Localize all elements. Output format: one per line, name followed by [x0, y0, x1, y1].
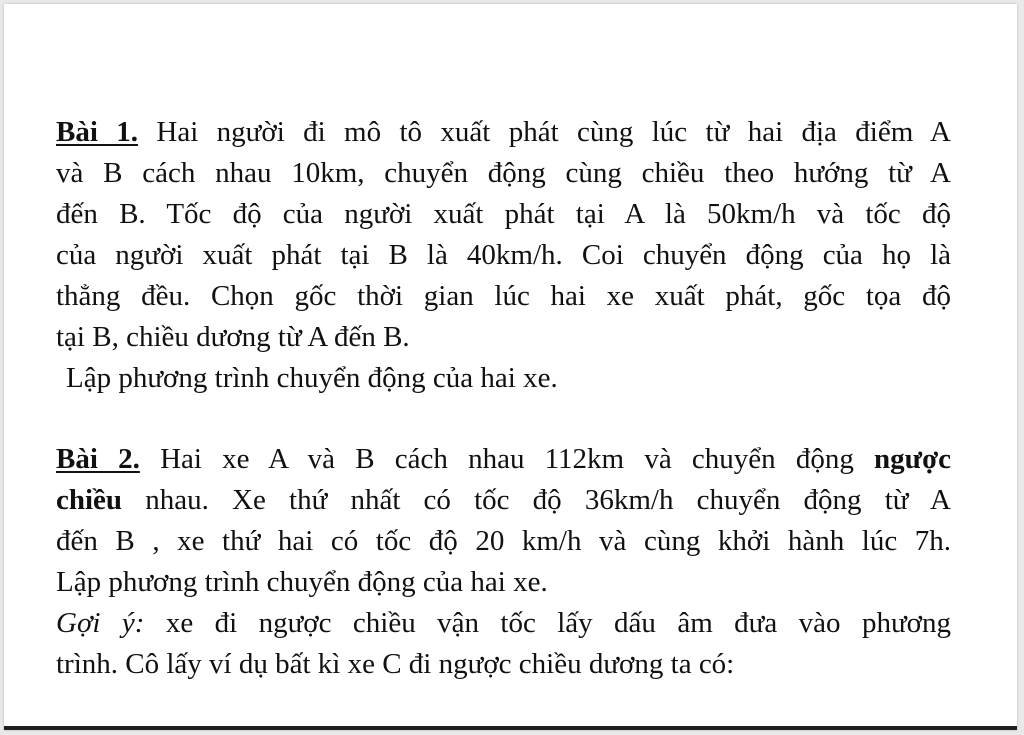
problem-1-line-5: thẳng đều. Chọn gốc thời gian lúc hai xe xuất phát, gốc tọa độ	[56, 280, 951, 312]
document-page	[4, 4, 1017, 730]
problem-2-bold-word-2: chiều	[56, 484, 123, 516]
problem-1-line-4: của người xuất phát tại B là 40km/h. Coi chuyển động của họ là	[56, 239, 951, 271]
problem-2-line-3: đến B , xe thứ hai có tốc độ 20 km/h và cùng khởi hành lúc 7h.	[56, 525, 951, 557]
hint-text-1: xe đi ngược chiều vận tốc lấy dấu âm đưa vào phương	[165, 607, 951, 639]
problem-1-line-3: đến B. Tốc độ của người xuất phát tại A là 50km/h và tốc độ	[56, 198, 951, 230]
problem-1-task: Lập phương trình chuyển động của hai xe.	[66, 362, 558, 394]
bottom-border	[4, 726, 1017, 730]
problem-1-heading: Bài 1.	[56, 116, 139, 148]
problem-2-text-2: nhau. Xe thứ nhất có tốc độ 36km/h chuyển động từ A	[145, 484, 951, 516]
problem-2-heading: Bài 2.	[56, 443, 140, 475]
problem-2-bold-word-1: ngược	[874, 443, 951, 475]
problem-2-hint-line-1	[56, 603, 951, 644]
problem-1	[56, 112, 951, 399]
problem-2-text-1: Hai xe A và B cách nhau 112km và chuyển động	[160, 443, 854, 475]
problem-2-task: Lập phương trình chuyển động của hai xe.	[56, 566, 548, 598]
problem-2-line-1	[56, 439, 951, 480]
problem-2	[56, 439, 951, 685]
problem-1-line-1	[56, 112, 951, 153]
problem-1-text-1: Hai người đi mô tô xuất phát cùng lúc từ hai địa điểm A	[156, 116, 951, 148]
hint-label: Gợi ý:	[56, 607, 145, 639]
problem-2-line-2	[56, 480, 951, 521]
problem-1-line-6: tại B, chiều dương từ A đến B.	[56, 321, 410, 353]
problem-2-hint-line-2: trình. Cô lấy ví dụ bất kì xe C đi ngược chiều dương ta có:	[56, 648, 735, 680]
problem-1-line-2: và B cách nhau 10km, chuyển động cùng chiều theo hướng từ A	[56, 157, 951, 189]
